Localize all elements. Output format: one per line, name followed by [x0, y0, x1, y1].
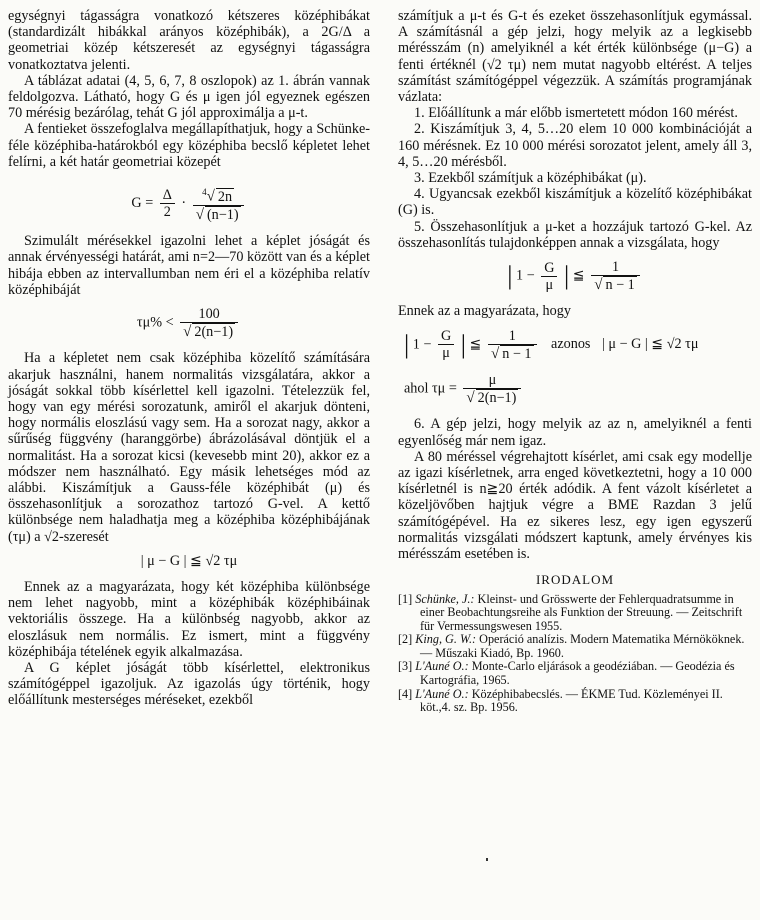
print-speck — [486, 858, 488, 861]
radicand: (n−1) — [206, 206, 239, 223]
paragraph: egységnyi tágasságra vonatkozó kétszeres középhibákat (standardizált hibákkal arányos középhibák), a 2G/Δ a geometriai közép kétszeresét az egységnyi tágasságra vonatkoztatva jelenti. — [8, 8, 370, 73]
radicand: 2(n−1) — [477, 390, 517, 407]
reference-item — [398, 633, 752, 660]
list-item: 3. Ezekből számítjuk a középhibákat (μ). — [414, 170, 647, 187]
formula-relative-error — [8, 306, 370, 340]
fraction: $\frac{1}{√ n - 1}$ — [488, 328, 537, 362]
references-heading: IRODALOM — [535, 572, 615, 588]
formula-term: 1 − — [516, 267, 535, 284]
paragraph: A 80 méréssel végrehajtott kísérlet, ami csak egy modellje az igazi kísérletnek, arra enged következtetni, hogy a 10 000 kísérletnél is n≧20 érték adódik. A fent vázolt kísérletet a közeljövőben hajtjuk végre a BME Razdan 3 jelű számítógépével. Ha ez sikeres lesz, egy igen egyszerű normalitás vizsgálati módszert kaptunk, amely érvényes kis mérésszám esetében is. — [398, 448, 752, 563]
fraction — [541, 260, 557, 293]
ahol-label: ahol — [404, 380, 429, 397]
radicand: n − 1 — [502, 345, 532, 362]
numerator: μ — [463, 372, 521, 389]
numerator: 100 — [180, 306, 238, 323]
right-column — [398, 8, 752, 715]
formula-lhs: G = — [131, 194, 157, 211]
formula-tau-definition — [398, 372, 752, 406]
radicand: 2n — [217, 188, 233, 205]
ref-text: Operáció analízis. Modern Matematika Mérnököknek. — Műszaki Kiadó, Bp. 1960. — [420, 632, 745, 660]
fraction — [438, 328, 454, 361]
ref-number: [2] — [398, 632, 413, 647]
formula-lhs: τμ% < — [136, 314, 178, 331]
fraction — [160, 187, 175, 220]
ref-author: L'Auné O.: — [415, 659, 469, 674]
denominator: μ — [442, 345, 450, 362]
reference-item — [398, 688, 752, 715]
numerator: Δ — [160, 187, 175, 204]
list-item: 6. A gép jelzi, hogy melyik az az n, amelyiknél a fenti egyenlőség már nem igaz. — [398, 416, 752, 449]
formula-g-estimate — [8, 184, 370, 223]
left-column — [8, 8, 370, 709]
numerator: 1 — [591, 259, 640, 276]
paragraph: A G képlet jóságát több kísérlettel, elektronikus számítógéppel igazoljuk. Az igazolás úgy történik, hogy előállítunk mesterséges méréseket, ezekből — [8, 660, 370, 709]
radicand: n − 1 — [605, 277, 635, 294]
list-item: 5. Összehasonlítjuk a μ-ket a hozzájuk tartozó G-kel. Az összehasonlítás tulajdonképpen annak a vizsgálata, hogy — [398, 218, 752, 251]
fraction: $\frac{^4√ 2n}{√ (n-1)}$ — [193, 184, 244, 223]
denominator: 2 — [163, 204, 171, 221]
relation: ≦ — [469, 336, 482, 353]
paragraph: Ennek az a magyarázata, hogy két középhiba különbsége nem lehet nagyobb, mint a középhibák középhibáinak vektoriális összege. Ha a különbség nagyobb, akkor az eloszlásuk nem normális. Ez ismert, mint a függvény középhibája tételének egyik alkalmazása. — [8, 579, 370, 660]
ref-number: [4] — [398, 686, 413, 701]
numerator: G — [438, 328, 454, 345]
root-index: 4 — [202, 187, 207, 198]
reference-item — [398, 660, 752, 687]
formula-lhs: τμ = — [431, 380, 457, 397]
paragraph: Ha a képletet nem csak középhiba közelítő számítására akarjuk használni, hanem normalitás vizsgálatára, akkor a jóságát sokkal több kísérlettel kell igazolni. Tételezzük fel, hogy van egy mérési sorozatunk, amiről el akarjuk dönteni, hogy normális eloszlású vagy sem. Ha a sorozat nagy, akkor a sűrűség függvény (haranggörbe) ábrázolásával döntjük el a normalitást. Ha a sorozat kicsi (kevesebb mint 20), akkor ez a módszer nem használható. Egy másik lehetséges mód az alábbi. Kiszámítjuk a Gauss-féle középhibát (μ) és összehasonlítjuk a sorozathoz tartozó G-vel. A kettő különbsége nem haladhatja meg a középhiba középhibájának (τμ) a √2-szeresét — [8, 350, 370, 545]
ref-author: Schünke, J.: — [415, 591, 475, 606]
formula-inequality: | μ − G | ≦ √2 τμ — [140, 552, 238, 569]
formula-comparison: | 1 − $\frac{G}{\mu}$ | ≦ $\frac{1}{√ n - 1}$ — [398, 259, 752, 293]
reference-item — [398, 593, 752, 634]
ref-author: L'Auné O.: — [415, 686, 469, 701]
fraction: $\frac{100}{√ 2(n-1)}$ — [180, 306, 238, 340]
denominator: μ — [545, 276, 554, 293]
list-item: 2. Kiszámítjuk 3, 4, 5…20 elem 10 000 kombinációját a 160 mérésnek. Ez 10 000 mérési sorozatot jelent, amely áll 3, 4, 5…20 mérésből. — [398, 121, 752, 170]
formula-rhs: | μ − G | ≦ √2 τμ — [602, 336, 699, 353]
list-item: 1. Előállítunk a már előbb ismertetett módon 160 mérést. — [414, 105, 738, 122]
relation: ≦ — [572, 267, 585, 284]
ref-number: [1] — [398, 591, 413, 606]
azonos-label: azonos — [551, 336, 591, 353]
ref-author: King, G. W.: — [415, 632, 477, 647]
dot-operator: · — [181, 194, 187, 211]
numerator: G — [541, 260, 557, 277]
ref-text: Kleinst- und Grösswerte der Fehlerquadratsumme in einer Beobachtungsreihe als Funktion der Streuung. — Zeitschrift für Vermessungswesen 1955. — [420, 591, 743, 633]
paragraph: számítjuk a μ-t és G-t és ezeket összehasonlítjuk egymással. A számításnál a gép jelzi, hogy melyik az a legkisebb mérésszám (n) amelyiknél a két érték különbsége (μ−G) a fenti értéknél (√2 τμ) nem mutat nagyobb eltérést. A teljes számítást számítógéppel végezzük. A számítás programjának vázlata: — [398, 8, 752, 106]
fraction: $\frac{\mu}{√ 2(n-1)}$ — [463, 372, 521, 406]
paragraph: A táblázat adatai (4, 5, 6, 7, 8 oszlopok) az 1. ábrán vannak feldolgozva. Látható, hogy G és μ igen jól egyeznek egészen 70 mérésig bezárólag, tehát G jól approximálja a μ-t. — [8, 72, 370, 122]
paragraph: Ennek az a magyarázata, hogy — [398, 303, 571, 320]
formula-term: 1 − — [412, 336, 432, 353]
paragraph: A fentieket összefoglalva megállapíthatjuk, hogy a Schünke-féle középhiba-határokból egy középhiba becslő képletet lehet felírni, a két határ geometriai közepét — [8, 121, 370, 170]
ref-text: Monte-Carlo eljárások a geodéziában. — Geodézia és Kartográfia, 1965. — [420, 659, 735, 688]
formula-equivalence: | 1 − $\frac{G}{\mu}$ | ≦ $\frac{1}{√ n - 1}$ azonos | μ − G | ≦ √2 τμ — [404, 327, 699, 362]
paragraph: Szimulált mérésekkel igazolni lehet a képlet jóságát és annak érvényességi határát, ami n=2—70 között van és a képlet hibája ebben az intervallumban nem éri el a középhiba relatív középhibáját — [8, 233, 370, 298]
list-item: 4. Ugyancsak ezekből kiszámítjuk a közelítő középhibákat (G) is. — [398, 186, 752, 219]
ref-text: Középhibabecslés. — ÉKME Tud. Közleményei II. köt.,4. sz. Bp. 1956. — [420, 686, 723, 715]
fraction: $\frac{1}{√ n - 1}$ — [591, 259, 640, 293]
numerator: 1 — [488, 328, 537, 345]
radicand: 2(n−1) — [194, 324, 234, 341]
ref-number: [3] — [398, 659, 413, 674]
